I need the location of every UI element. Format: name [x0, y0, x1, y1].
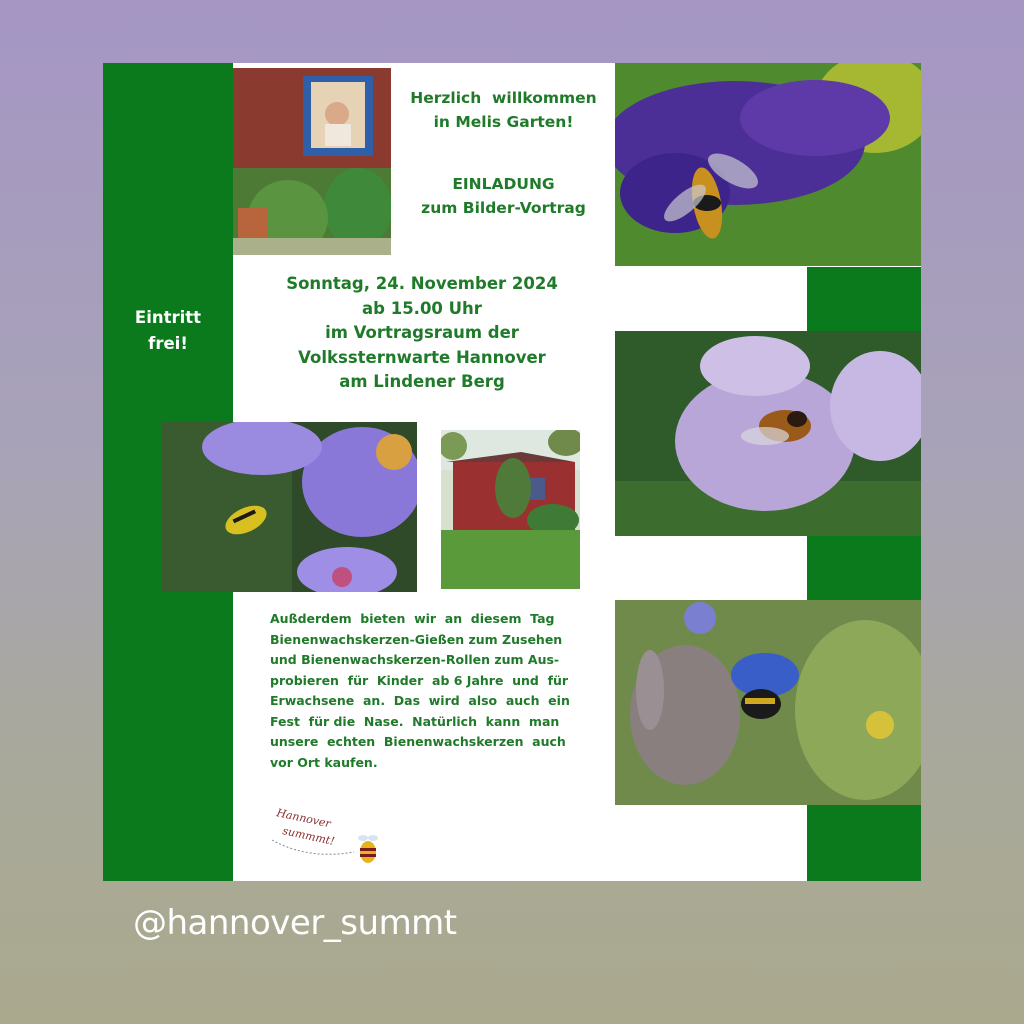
event-details	[262, 272, 582, 395]
entry-line-2: frei!	[148, 334, 188, 353]
right-green-block-3	[807, 805, 921, 881]
borage-bumblebee-photo	[615, 600, 921, 805]
event-date: Sonntag, 24. November 2024	[286, 274, 558, 293]
welcome-line-1: Herzlich willkommen	[410, 89, 597, 107]
entry-line-1: Eintritt	[134, 308, 202, 327]
event-venue-3: am Lindener Berg	[339, 372, 505, 391]
welcome-heading	[392, 86, 615, 134]
event-venue-2: Volkssternwarte Hannover	[298, 347, 546, 367]
event-description	[270, 609, 586, 773]
instagram-handle: @hannover_summt	[133, 903, 457, 943]
svg-text:summmt!: summmt!	[281, 824, 336, 848]
body-line: unsere echten Bienenwachskerzen auch	[270, 734, 566, 749]
invitation-heading	[392, 172, 615, 220]
invite-line-1: EINLADUNG	[452, 175, 555, 193]
body-line: Bienenwachskerzen-Gießen zum Zusehen	[270, 631, 563, 647]
svg-text:Hannover: Hannover	[275, 806, 332, 831]
event-venue-1: im Vortragsraum der	[325, 323, 519, 342]
event-time: ab 15.00 Uhr	[362, 298, 482, 318]
garden-house-window-photo	[233, 68, 391, 255]
aster-bee-photo	[162, 422, 417, 592]
body-line: Fest für die Nase. Natürlich kann man	[270, 713, 560, 729]
right-green-block-2	[807, 536, 921, 600]
welcome-line-2: in Melis Garten!	[433, 113, 574, 131]
body-line: Außderdem bieten wir an diesem Tag	[270, 611, 555, 626]
body-line: vor Ort kaufen.	[270, 754, 378, 770]
right-green-block-1	[807, 267, 921, 331]
body-line: Erwachsene an. Das wird also auch ein	[270, 693, 570, 708]
red-garden-house-photo	[441, 430, 580, 589]
purple-buddleia-hoverfly-photo	[615, 63, 921, 266]
invite-line-2: zum Bilder-Vortrag	[421, 199, 586, 217]
hannover-summt-logo	[268, 796, 386, 866]
body-line: und Bienenwachskerzen-Rollen zum Aus-	[270, 652, 560, 667]
free-entry-note	[103, 305, 233, 357]
lilac-flowers-hoverfly-photo	[615, 331, 921, 536]
body-line: probieren für Kinder ab 6 Jahre und für	[270, 672, 569, 688]
